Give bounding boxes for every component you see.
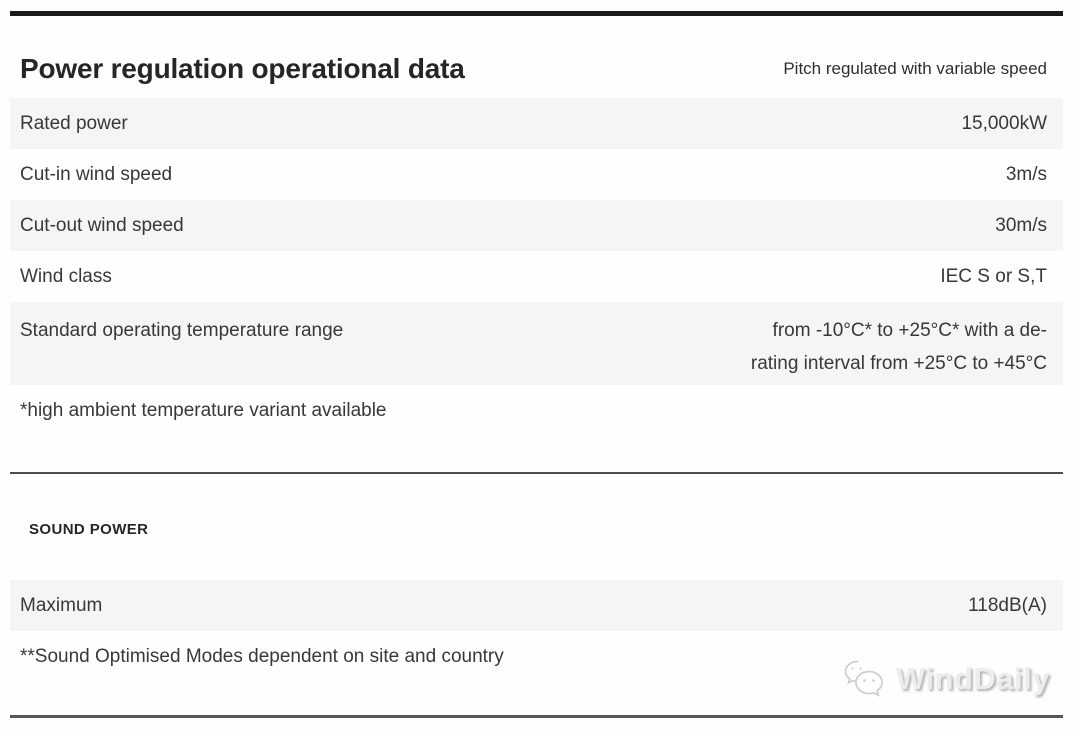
table-row bbox=[10, 302, 1063, 385]
watermark bbox=[840, 655, 1050, 703]
row-value bbox=[751, 314, 1063, 380]
row-label: Wind class bbox=[20, 265, 112, 287]
table-footnote: *high ambient temperature variant available bbox=[20, 400, 387, 421]
row-label: Rated power bbox=[20, 112, 128, 134]
table-row bbox=[10, 251, 1063, 302]
row-value: IEC S or S,T bbox=[940, 265, 1047, 287]
wechat-icon bbox=[840, 655, 888, 703]
row-label: Cut-out wind speed bbox=[20, 214, 184, 236]
table-row bbox=[10, 580, 1063, 631]
row-label: Maximum bbox=[20, 594, 103, 616]
row-value: 30m/s bbox=[995, 214, 1047, 236]
row-value: 118dB(A) bbox=[968, 594, 1047, 616]
sound-power-heading: SOUND POWER bbox=[29, 521, 149, 538]
bottom-divider bbox=[10, 715, 1063, 718]
section-divider bbox=[10, 472, 1063, 474]
row-label: Cut-in wind speed bbox=[20, 163, 173, 185]
page-title: Power regulation operational data bbox=[20, 53, 465, 84]
watermark-label: WindDaily bbox=[895, 661, 1050, 696]
row-label: Standard operating temperature range bbox=[20, 320, 344, 341]
table-row bbox=[10, 98, 1063, 149]
table-row bbox=[10, 200, 1063, 251]
row-value: 3m/s bbox=[1005, 163, 1047, 185]
table-row bbox=[10, 149, 1063, 200]
row-value-line: from -10°C* to +25°C* with a de- bbox=[772, 320, 1047, 341]
row-value-line: rating interval from +25°C to +45°C bbox=[750, 353, 1047, 374]
sound-footnote: **Sound Optimised Modes dependent on site and country bbox=[20, 646, 504, 667]
page-subtitle: Pitch regulated with variable speed bbox=[783, 59, 1047, 78]
row-value: 15,000kW bbox=[961, 112, 1047, 134]
top-accent-bar bbox=[10, 11, 1063, 16]
